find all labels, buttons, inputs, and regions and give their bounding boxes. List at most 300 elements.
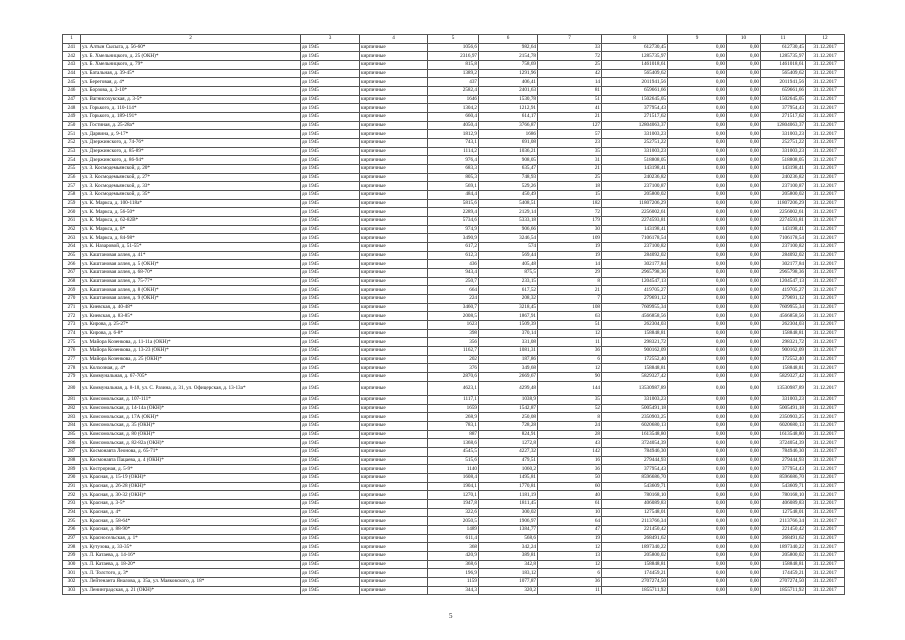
- table-cell: до 1945: [301, 430, 360, 439]
- table-cell: 11: [538, 586, 602, 595]
- table-cell: 0,00: [727, 121, 761, 130]
- table-cell: 0,00: [668, 268, 727, 277]
- table-cell: ул. Каштановая аллея, д. 41*: [81, 251, 301, 260]
- table-cell: до 1945: [301, 347, 360, 356]
- table-row: [63, 355, 845, 364]
- table-cell: 0,00: [727, 578, 761, 587]
- table-cell: 4566858,56: [761, 312, 806, 321]
- table-row: [63, 52, 845, 61]
- table-cell: 518808,05: [761, 156, 806, 165]
- table-cell: 1285735,97: [761, 52, 806, 61]
- table-row: [63, 526, 845, 535]
- table-cell: до 1945: [301, 242, 360, 251]
- table-cell: до 1945: [301, 138, 360, 147]
- table-cell: 0,00: [668, 260, 727, 269]
- table-cell: до 1945: [301, 381, 360, 395]
- table-cell: до 1945: [301, 147, 360, 156]
- table-row: [63, 147, 845, 156]
- table-cell: 7609955,34: [602, 303, 668, 312]
- table-cell: 21: [538, 112, 602, 121]
- table-cell: ул. Кутузова, д. 33-35*: [81, 543, 301, 552]
- table-cell: ул. Комсомольская, д. 17А (ОКН)*: [81, 413, 301, 422]
- table-cell: 269: [63, 286, 81, 295]
- table-cell: 1904,1: [428, 482, 479, 491]
- table-cell: 143198,41: [761, 225, 806, 234]
- table-cell: 81: [538, 86, 602, 95]
- table-cell: 182: [538, 199, 602, 208]
- table-cell: 0,00: [668, 396, 727, 405]
- table-cell: 0,00: [668, 312, 727, 321]
- table-cell: 31.12.2017: [806, 208, 845, 217]
- table-cell: 568,6: [479, 534, 538, 543]
- table-cell: 6: [538, 569, 602, 578]
- table-cell: 31.12.2017: [806, 413, 845, 422]
- table-cell: до 1945: [301, 491, 360, 500]
- table-cell: кирпичные: [360, 173, 428, 182]
- table-cell: 5333,18: [479, 216, 538, 225]
- table-cell: 41: [538, 104, 602, 113]
- table-row: [63, 182, 845, 191]
- table-cell: до 1945: [301, 260, 360, 269]
- table-cell: 1389,2: [428, 69, 479, 78]
- table-cell: 0,00: [727, 208, 761, 217]
- table-cell: 565409,62: [602, 69, 668, 78]
- table-cell: 0,00: [727, 104, 761, 113]
- table-cell: ул. Майора Козенкова, д. 13-23 (ОКН)*: [81, 347, 301, 356]
- table-cell: 31.12.2017: [806, 294, 845, 303]
- table-cell: 31.12.2017: [806, 112, 845, 121]
- table-cell: 52: [538, 404, 602, 413]
- table-cell: 31.12.2017: [806, 396, 845, 405]
- table-cell: 261: [63, 216, 81, 225]
- table-cell: 331003,23: [761, 396, 806, 405]
- table-cell: 1204547,13: [602, 277, 668, 286]
- table-cell: 0,00: [668, 216, 727, 225]
- table-cell: 174459,21: [602, 569, 668, 578]
- table-cell: 0,00: [727, 569, 761, 578]
- table-cell: ул. Каштановая аллея, д. 68-70*: [81, 268, 301, 277]
- table-cell: 29: [538, 268, 602, 277]
- table-cell: 0,00: [727, 422, 761, 431]
- table-cell: 0,00: [727, 303, 761, 312]
- table-cell: ул. К. Маркса, д. 84-98*: [81, 234, 301, 243]
- table-cell: 331003,23: [602, 130, 668, 139]
- table-cell: 299: [63, 552, 81, 561]
- table-cell: 518808,05: [602, 156, 668, 165]
- table-cell: 0,00: [668, 78, 727, 87]
- table-cell: 908,05: [479, 156, 538, 165]
- table-cell: 0,00: [727, 355, 761, 364]
- table-cell: 0,00: [727, 216, 761, 225]
- table-cell: 237100,87: [761, 182, 806, 191]
- table-cell: кирпичные: [360, 347, 428, 356]
- table-row: [63, 104, 845, 113]
- table-cell: 368: [428, 543, 479, 552]
- table-cell: 31.12.2017: [806, 69, 845, 78]
- table-cell: до 1945: [301, 190, 360, 199]
- table-cell: до 1945: [301, 413, 360, 422]
- table-cell: 13530987,89: [602, 381, 668, 395]
- table-cell: 900162,09: [602, 347, 668, 356]
- table-cell: 25: [538, 60, 602, 69]
- table-cell: 0,00: [668, 95, 727, 104]
- table-cell: 2289,4: [428, 208, 479, 217]
- table-cell: до 1945: [301, 355, 360, 364]
- table-cell: кирпичные: [360, 164, 428, 173]
- table-cell: 158848,81: [602, 329, 668, 338]
- table-cell: ул. Вагнисохукская, д. 3-5*: [81, 95, 301, 104]
- table-cell: 158848,81: [761, 329, 806, 338]
- table-cell: 205800,02: [602, 190, 668, 199]
- table-cell: 31.12.2017: [806, 216, 845, 225]
- table-row: [63, 430, 845, 439]
- table-cell: 484,4: [428, 190, 479, 199]
- table-cell: 288: [63, 456, 81, 465]
- table-row: [63, 422, 845, 431]
- table-cell: 420,9: [428, 552, 479, 561]
- table-cell: 277: [63, 355, 81, 364]
- table-cell: 0,00: [727, 60, 761, 69]
- table-cell: 3724054,39: [761, 439, 806, 448]
- table-cell: 31.12.2017: [806, 482, 845, 491]
- table-cell: кирпичные: [360, 508, 428, 517]
- table-cell: 0,00: [668, 439, 727, 448]
- table-cell: 2707274,50: [761, 578, 806, 587]
- table-cell: 0,00: [727, 474, 761, 483]
- table-cell: ул. Красная, д. 58-64*: [81, 517, 301, 526]
- table-cell: ул. Батальная, д. 39-45*: [81, 69, 301, 78]
- table-cell: 252751,22: [761, 138, 806, 147]
- table-cell: до 1945: [301, 312, 360, 321]
- table-cell: 298321,72: [602, 338, 668, 347]
- table-cell: 296: [63, 526, 81, 535]
- table-cell: 1897340,22: [602, 543, 668, 552]
- table-cell: кирпичные: [360, 329, 428, 338]
- table-cell: 244: [63, 69, 81, 78]
- table-cell: 47: [538, 526, 602, 535]
- table-cell: ул. Ленинградская, д. 21 (ОКН)*: [81, 586, 301, 595]
- table-cell: до 1945: [301, 208, 360, 217]
- table-cell: 0,00: [727, 277, 761, 286]
- table-cell: 2350903,25: [602, 413, 668, 422]
- table-cell: 19: [538, 251, 602, 260]
- table-cell: 31.12.2017: [806, 190, 845, 199]
- table-cell: 569,1: [428, 182, 479, 191]
- table-row: [63, 268, 845, 277]
- table-cell: 31.12.2017: [806, 329, 845, 338]
- table-cell: 389,81: [479, 552, 538, 561]
- table-cell: 0,00: [727, 448, 761, 457]
- table-cell: 368,6: [428, 560, 479, 569]
- table-row: [63, 78, 845, 87]
- table-cell: 0,00: [668, 52, 727, 61]
- table-cell: 270: [63, 294, 81, 303]
- table-cell: ул. Л. Толстого, д. 3*: [81, 569, 301, 578]
- table-row: [63, 208, 845, 217]
- table-row: [63, 95, 845, 104]
- table-cell: 237100,82: [761, 242, 806, 251]
- table-cell: 0,00: [727, 190, 761, 199]
- table-cell: 0,00: [727, 312, 761, 321]
- table-cell: 143198,41: [761, 164, 806, 173]
- table-cell: 0,00: [668, 173, 727, 182]
- table-cell: 7: [538, 294, 602, 303]
- table-cell: до 1945: [301, 517, 360, 526]
- table-cell: 0,00: [727, 329, 761, 338]
- table-row: [63, 552, 845, 561]
- table-cell: 31.12.2017: [806, 268, 845, 277]
- table-cell: до 1945: [301, 526, 360, 535]
- table-cell: 35: [538, 147, 602, 156]
- table-cell: 271517,62: [761, 112, 806, 121]
- table-cell: 0,00: [668, 517, 727, 526]
- table-cell: 258: [63, 190, 81, 199]
- table-cell: 6020680,13: [761, 422, 806, 431]
- table-cell: 780168,10: [761, 491, 806, 500]
- table-row: [63, 569, 845, 578]
- table-cell: 64: [538, 517, 602, 526]
- table-cell: 284: [63, 422, 81, 431]
- header-row: [63, 35, 845, 44]
- table-cell: 8596686,70: [602, 474, 668, 483]
- table-cell: ул. Дзержинского, д. 85-89*: [81, 147, 301, 156]
- table-cell: 356: [428, 338, 479, 347]
- table-cell: 0,00: [727, 199, 761, 208]
- table-cell: 31.12.2017: [806, 182, 845, 191]
- table-cell: 0,00: [668, 294, 727, 303]
- table-cell: 287: [63, 448, 81, 457]
- table-cell: 158848,81: [602, 364, 668, 373]
- table-cell: кирпичные: [360, 465, 428, 474]
- table-cell: 271: [63, 303, 81, 312]
- table-cell: 8: [538, 277, 602, 286]
- table-cell: 0,00: [668, 164, 727, 173]
- table-cell: 824,91: [479, 430, 538, 439]
- table-cell: 31.12.2017: [806, 534, 845, 543]
- table-cell: 31.12.2017: [806, 234, 845, 243]
- table-cell: 202: [428, 355, 479, 364]
- table-cell: 50: [538, 474, 602, 483]
- table-cell: кирпичные: [360, 156, 428, 165]
- table-cell: 0,00: [668, 303, 727, 312]
- table-cell: 31.12.2017: [806, 422, 845, 431]
- table-cell: 2256002,61: [602, 208, 668, 217]
- table-cell: 0,00: [668, 430, 727, 439]
- table-cell: 63: [538, 312, 602, 321]
- table-row: [63, 173, 845, 182]
- table-cell: 298321,72: [761, 338, 806, 347]
- table-cell: 331003,23: [602, 396, 668, 405]
- table-cell: 0,00: [727, 147, 761, 156]
- table-cell: до 1945: [301, 338, 360, 347]
- table-cell: до 1945: [301, 121, 360, 130]
- table-cell: 143198,41: [602, 164, 668, 173]
- table-cell: 612730,45: [602, 43, 668, 52]
- table-cell: 281: [63, 396, 81, 405]
- table-row: [63, 86, 845, 95]
- table-cell: 0,00: [727, 286, 761, 295]
- table-cell: 659661,66: [602, 86, 668, 95]
- table-cell: 31.12.2017: [806, 303, 845, 312]
- table-cell: 1272,8: [479, 439, 538, 448]
- table-cell: 282: [63, 404, 81, 413]
- table-cell: 279444,93: [602, 456, 668, 465]
- table-cell: 250,08: [479, 413, 538, 422]
- table-cell: 249: [63, 112, 81, 121]
- table-cell: ул. Б. Хмельницкого, д. 25 (ОКН)*: [81, 52, 301, 61]
- table-cell: 0,00: [668, 500, 727, 509]
- table-cell: до 1945: [301, 43, 360, 52]
- table-cell: 300: [63, 560, 81, 569]
- table-cell: ул. К. Маркса, д. 8*: [81, 225, 301, 234]
- table-cell: 1461018,61: [602, 60, 668, 69]
- table-cell: ул. Каштановая аллея, д. 75-77*: [81, 277, 301, 286]
- table-cell: до 1945: [301, 251, 360, 260]
- table-cell: кирпичные: [360, 456, 428, 465]
- table-cell: 0,00: [668, 225, 727, 234]
- table-cell: кирпичные: [360, 268, 428, 277]
- table-row: [63, 112, 845, 121]
- table-cell: 31.12.2017: [806, 138, 845, 147]
- table-cell: кирпичные: [360, 474, 428, 483]
- table-row: [63, 560, 845, 569]
- table-cell: 0,00: [668, 422, 727, 431]
- table-cell: 221450,42: [761, 526, 806, 535]
- table-cell: кирпичные: [360, 355, 428, 364]
- table-cell: 302177,84: [761, 260, 806, 269]
- table-cell: кирпичные: [360, 199, 428, 208]
- table-cell: 0,00: [727, 373, 761, 382]
- table-cell: 302: [63, 578, 81, 587]
- table-cell: 144: [538, 381, 602, 395]
- table-cell: кирпичные: [360, 208, 428, 217]
- table-cell: ул. К. Назаровой, д. 51-55*: [81, 242, 301, 251]
- table-cell: 2669,67: [479, 373, 538, 382]
- table-row: [63, 517, 845, 526]
- table-cell: 291: [63, 482, 81, 491]
- table-cell: 419705,27: [761, 286, 806, 295]
- table-cell: 1855711,92: [761, 586, 806, 595]
- table-cell: кирпичные: [360, 121, 428, 130]
- table-cell: 0,00: [727, 465, 761, 474]
- table-cell: ул. Комсомольская, д. 107-111*: [81, 396, 301, 405]
- table-cell: 331,08: [479, 338, 538, 347]
- table-cell: 614,17: [479, 112, 538, 121]
- table-cell: 2113766,34: [602, 517, 668, 526]
- table-cell: кирпичные: [360, 381, 428, 395]
- table-cell: кирпичные: [360, 104, 428, 113]
- table-cell: 31.12.2017: [806, 373, 845, 382]
- table-cell: 289: [63, 465, 81, 474]
- table-cell: 0,00: [727, 560, 761, 569]
- table-cell: 1812,9: [428, 130, 479, 139]
- table-cell: до 1945: [301, 560, 360, 569]
- table-cell: 31.12.2017: [806, 199, 845, 208]
- table-cell: 805,3: [428, 173, 479, 182]
- table-cell: ул. Комсомольская, д. 80 (ОКН)*: [81, 430, 301, 439]
- table-cell: 0,00: [668, 552, 727, 561]
- table-cell: 278: [63, 364, 81, 373]
- table-cell: ул. Красная, д. 3-5*: [81, 500, 301, 509]
- table-cell: 14: [538, 78, 602, 87]
- table-cell: 0,00: [727, 268, 761, 277]
- table-cell: 15: [538, 190, 602, 199]
- table-row: [63, 500, 845, 509]
- table-cell: 279: [63, 373, 81, 382]
- table-cell: 28: [538, 430, 602, 439]
- table-cell: 272: [63, 312, 81, 321]
- table-cell: 143198,41: [602, 225, 668, 234]
- table-cell: 611,4: [428, 534, 479, 543]
- table-cell: кирпичные: [360, 526, 428, 535]
- table-cell: 1304,2: [428, 104, 479, 113]
- table-cell: 0,00: [727, 347, 761, 356]
- table-cell: 257: [63, 182, 81, 191]
- table-cell: 31.12.2017: [806, 173, 845, 182]
- table-cell: кирпичные: [360, 491, 428, 500]
- table-cell: 276: [63, 347, 81, 356]
- table-cell: ул. Красная, д. 4*: [81, 508, 301, 517]
- table-cell: 0,00: [727, 413, 761, 422]
- table-cell: 8: [538, 413, 602, 422]
- table-cell: до 1945: [301, 552, 360, 561]
- table-cell: ул. Майора Козенкова, д. 11-11а (ОКН)*: [81, 338, 301, 347]
- table-row: [63, 138, 845, 147]
- table-cell: 127548,01: [602, 508, 668, 517]
- table-cell: ул. Береговая, д. 4*: [81, 78, 301, 87]
- table-cell: 1081,31: [479, 347, 538, 356]
- table-cell: 19: [538, 534, 602, 543]
- table-cell: 36: [538, 578, 602, 587]
- table-cell: 0,00: [668, 456, 727, 465]
- table-cell: кирпичные: [360, 138, 428, 147]
- table-cell: до 1945: [301, 294, 360, 303]
- table-cell: 1542,87: [479, 404, 538, 413]
- header-cell: 11: [761, 35, 806, 44]
- table-cell: 0,00: [668, 404, 727, 413]
- table-cell: до 1945: [301, 95, 360, 104]
- table-row: [63, 347, 845, 356]
- table-cell: ул. Кострорная, д. 5-9*: [81, 465, 301, 474]
- header-cell: 12: [806, 35, 845, 44]
- table-cell: 31.12.2017: [806, 86, 845, 95]
- table-cell: 0,00: [727, 251, 761, 260]
- table-cell: 479,51: [479, 456, 538, 465]
- table-cell: 1060,2: [479, 465, 538, 474]
- table-cell: 0,00: [668, 347, 727, 356]
- table-cell: 0,00: [668, 508, 727, 517]
- table-cell: 248: [63, 104, 81, 113]
- table-row: [63, 456, 845, 465]
- table-cell: 240236,82: [602, 173, 668, 182]
- table-cell: кирпичные: [360, 251, 428, 260]
- table-cell: 253: [63, 147, 81, 156]
- table-row: [63, 404, 845, 413]
- table-cell: 13: [538, 552, 602, 561]
- table-cell: 0,00: [668, 199, 727, 208]
- table-cell: 0,00: [727, 130, 761, 139]
- table-cell: 982,64: [479, 43, 538, 52]
- table-cell: ул. Киевская, д. 83-85*: [81, 312, 301, 321]
- table-cell: 10: [538, 508, 602, 517]
- table-cell: 1114,2: [428, 147, 479, 156]
- table-cell: 617,2: [428, 242, 479, 251]
- table-cell: 31.12.2017: [806, 381, 845, 395]
- table-cell: 57: [538, 130, 602, 139]
- table-cell: 617,52: [479, 286, 538, 295]
- table-cell: до 1945: [301, 130, 360, 139]
- table-cell: 11: [538, 338, 602, 347]
